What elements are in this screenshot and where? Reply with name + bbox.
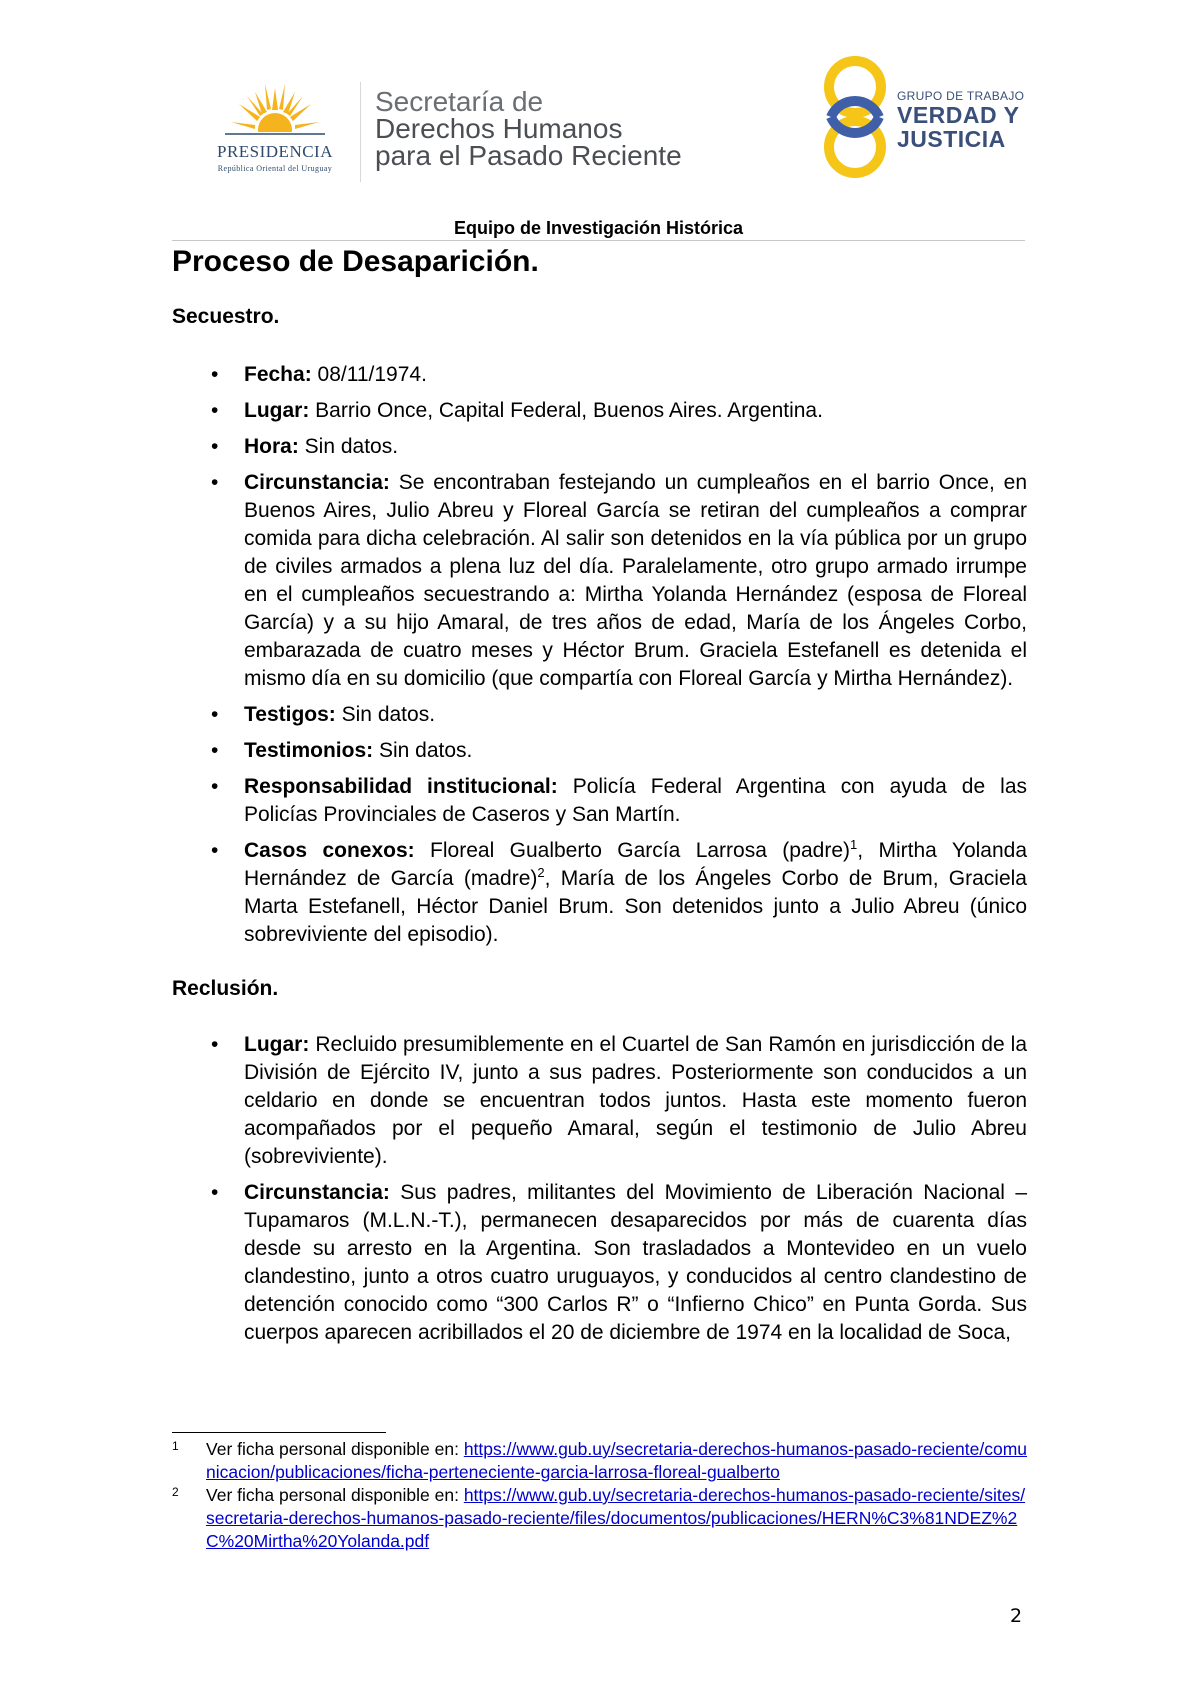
presidencia-subtitle: República Oriental del Uruguay [217, 164, 333, 173]
bullet-icon: • [211, 775, 219, 798]
item-label: Responsabilidad institucional: [244, 775, 558, 798]
secuestro-list [172, 361, 1027, 949]
footnotes [172, 1438, 1027, 1553]
bullet-icon: • [211, 703, 219, 726]
item-label: Circunstancia: [244, 471, 390, 494]
item-text: Se encontraban festejando un cumpleaños en el barrio Once, en Buenos Aires, Julio Abreu y Floreal García se retiran del cumpleaños a comprar comida para dicha celebración. Al salir son detenidos en la vía pública por un grupo de civiles armados a plena luz del día. Paralelamente, otro grupo armado irrumpe en el cumpleaños secuestrando a: Mirtha Yolanda Hernández (esposa de Floreal García) y a su hijo Amaral, de tres años de edad, María de los Ángeles Corbo, embarazada de cuatro meses y Héctor Brum. Graciela Estefanell es detenida el mismo día en su domicilio (que compartía con Floreal García y Mirtha Hernández). [244, 471, 1027, 690]
secretaria-line-2: Derechos Humanos [375, 113, 623, 144]
presidencia-logo [195, 80, 355, 180]
list-item [172, 1031, 1027, 1171]
item-text: , Mirtha Yolanda Hernández de García (madre) [244, 839, 1028, 890]
item-text: Floreal Gualberto García Larrosa (padre) [414, 839, 851, 862]
page-number: 2 [1010, 1605, 1023, 1627]
secretaria-logo [375, 88, 682, 169]
logo-divider [360, 82, 361, 182]
reclusion-heading: Reclusión. [172, 977, 279, 1000]
bullet-icon: • [211, 839, 219, 862]
bullet-icon: • [211, 399, 219, 422]
bullet-icon: • [211, 739, 219, 762]
item-label: Hora: [244, 435, 299, 458]
bullet-icon: • [211, 1033, 219, 1056]
item-text: Sin datos. [298, 435, 399, 458]
item-text: 08/11/1974. [311, 363, 427, 386]
list-item [172, 1179, 1027, 1347]
verdad-justicia-logo [815, 55, 1025, 185]
item-label: Casos conexos: [244, 839, 415, 862]
footnote-prefix: Ver ficha personal disponible en: [206, 1439, 464, 1459]
item-label: Circunstancia: [244, 1181, 390, 1204]
team-name: Equipo de Investigación Histórica [453, 218, 744, 238]
item-text: Policía Federal Argentina con ayuda de las Policías Provinciales de Caseros y San Martín. [244, 775, 1027, 826]
footnote-number: 1 [172, 1439, 179, 1453]
list-item [172, 361, 1027, 389]
item-text: Sus padres, militantes del Movimiento de Liberación Nacional –Tupamaros (M.L.N.-T.), permanecen desaparecidos por más de cuarenta días desde su arresto en la Argentina. Son trasladados a Montevideo en un vuelo clandestino, junto a otros cuatro uruguayos, y conducidos al centro clandestino de detención conocido como “300 Carlos R” o “Infierno Chico” en Punta Gorda. Sus cuerpos aparecen acribillados el 20 de diciembre de 1974 en la localidad de Soca, [244, 1181, 1027, 1344]
item-label: Testimonios: [244, 739, 374, 762]
sun-icon [225, 80, 325, 142]
footnote-1 [172, 1438, 1027, 1484]
footnote-link[interactable]: https://www.gub.uy/secretaria-derechos-humanos-pasado-reciente/sites/secretaria-derechos-humanos-pasado-reciente/files/documentos/publicaciones/HERN%C3%81NDEZ%2C%20Mirtha%20Yolanda.pdf [206, 1485, 1026, 1551]
item-text: Sin datos. [373, 739, 473, 762]
page-header [0, 0, 1191, 200]
rings-icon [815, 55, 895, 180]
list-item [172, 701, 1027, 729]
page-title: Proceso de Desaparición. [172, 245, 539, 278]
footnote-ref-2[interactable]: 2 [537, 865, 545, 880]
bullet-icon: • [211, 1181, 219, 1204]
verdad-label: VERDAD Y [897, 102, 1020, 128]
bullet-icon: • [211, 471, 219, 494]
item-text: , María de los Ángeles Corbo de Brum, Graciela Marta Estefanell, Héctor Daniel Brum. Son detenidos junto a Julio Abreu (único sobreviviente del episodio). [244, 867, 1027, 946]
item-text: Recluido presumiblemente en el Cuartel de San Ramón en jurisdicción de la División de Ejército IV, junto a sus padres. Posteriormente son conducidos a un celdario en donde se encuentran todos juntos. Hasta este momento fueron acompañados por el pequeño Amaral, según el testimonio de Julio Abreu (sobreviviente). [244, 1033, 1027, 1168]
list-item-casos-conexos [172, 837, 1027, 949]
list-item [172, 737, 1027, 765]
bullet-icon: • [211, 435, 219, 458]
item-label: Testigos: [244, 703, 336, 726]
document-body [172, 244, 1027, 1355]
item-text: Sin datos. [335, 703, 436, 726]
item-label: Lugar: [244, 399, 310, 422]
footnote-2 [172, 1484, 1027, 1553]
list-item [172, 397, 1027, 425]
item-label: Fecha: [244, 363, 312, 386]
secuestro-heading: Secuestro. [172, 305, 280, 328]
footnote-prefix: Ver ficha personal disponible en: [206, 1485, 464, 1505]
item-text: Barrio Once, Capital Federal, Buenos Aires. Argentina. [309, 399, 823, 422]
reclusion-list [172, 1031, 1027, 1347]
list-item [172, 773, 1027, 829]
footnote-rule [172, 1432, 386, 1433]
header-rule [172, 240, 1025, 241]
secretaria-line-1: Secretaría de [375, 86, 544, 117]
footnote-ref-1[interactable]: 1 [850, 837, 858, 852]
secretaria-line-3: para el Pasado Reciente [375, 140, 682, 171]
list-item [172, 469, 1027, 693]
list-item [172, 433, 1027, 461]
presidencia-title: PRESIDENCIA [216, 142, 333, 161]
grupo-label: GRUPO DE TRABAJO [897, 89, 1025, 103]
footnote-number: 2 [172, 1485, 179, 1499]
footnote-link[interactable]: https://www.gub.uy/secretaria-derechos-humanos-pasado-reciente/comunicacion/publicaciones/ficha-perteneciente-garcia-larrosa-floreal-gualberto [206, 1439, 1028, 1482]
bullet-icon: • [211, 363, 219, 386]
item-label: Lugar: [244, 1033, 310, 1056]
justicia-label: JUSTICIA [897, 126, 1006, 152]
